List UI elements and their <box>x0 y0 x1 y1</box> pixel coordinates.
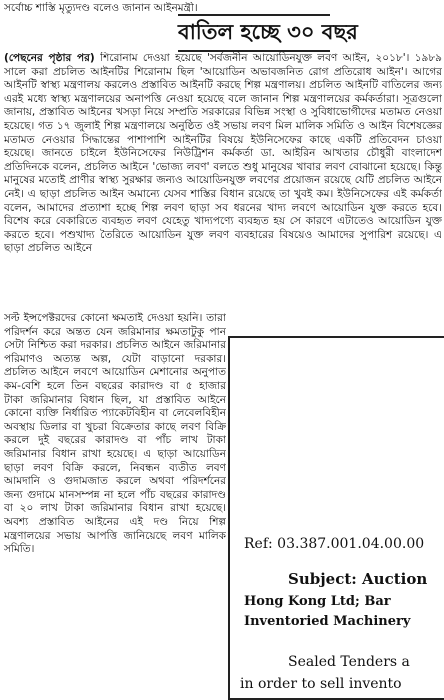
ad-reference: Ref: 03.387.001.04.00.00 <box>244 536 425 552</box>
ad-subject-line-2: Hong Kong Ltd; Bar <box>244 594 391 609</box>
ad-subject: Subject: Auction <box>288 570 428 588</box>
preceding-article-last-line: সর্বোচ্চ শাস্তি মৃত্যুদণ্ড বলেও জানান আইনমন্ত্রী। <box>4 2 198 14</box>
continuation-tag: (পেছনের পৃষ্ঠার পর) <box>4 52 95 64</box>
article-paragraph-2: সল্ট ইন্সপেক্টরদের কোনো ক্ষমতাই দেওয়া হয়নি। তারা পরিদর্শন করে অন্তত যেন জরিমানার ক্ষমতাটুকু পান সেটা নিশ্চিত করা দরকার। প্রচলিত আইনে জরিমানার পরিমাণও অত্যন্ত অল্প, যেটা বাড়ানো দরকার। প্রচলিত আইনে লবণে আয়োডিন মেশানোর অনুপাত কম-বেশি হলে তিন বছরের কারাদণ্ড বা ৫ হাজার টাকা জরিমানার বিধান ছিল, যা প্রস্তাবিত আইনে কোনো ব্যক্তি নির্ধারিত প্যাকেটবিহীন বা লেবেলবিহীন অবস্থায় ডিলার বা খুচরা বিক্রেতার কাছে লবণ বিক্রি করলে দুই বছরের কারাদণ্ড বা পাঁচ লাখ টাকা জরিমানার বিধান রাখা হয়েছে। এ ছাড়া আয়োডিন ছাড়া লবণ বিক্রি করলে, নিবন্ধন ব্যতীত লবণ আমদানি ও গুদামজাত করলে অথবা পরিদর্শনের জন্য গুদামে মানসম্পন্ন না হলে পাঁচ বছরের কারাদণ্ড বা ২০ লাখ টাকা জরিমানার বিধান রাখা হয়েছে। অবশ্য প্রস্তাবিত আইনের এই দণ্ড নিয়ে শিল্প মন্ত্রণালয়ের সভায় আপত্তি জানিয়েছে লবণ মালিক সমিতি। <box>4 312 226 556</box>
tender-advertisement <box>228 336 444 700</box>
headline: বাতিল হচ্ছে ৩০ বছর <box>178 20 358 44</box>
ad-subject-line-3: Inventoried Machinery <box>244 614 411 629</box>
ad-body-line-2: in order to sell invento <box>240 676 402 692</box>
headline-box <box>178 14 358 52</box>
ad-body-line-1: Sealed Tenders a <box>288 654 410 670</box>
article-paragraph-1 <box>4 52 442 310</box>
paragraph-1-text: শিরোনাম দেওয়া হয়েছে 'সর্বজনীন আয়োডিনযুক্ত লবণ আইন, ২০১৮'। ১৯৮৯ সালে করা প্রচলিত আইনটির শিরোনাম ছিল 'আয়োডিন অভাবজনিত রোগ প্রতিরোধ আইন'। আগের আইনটি স্বাস্থ্য মন্ত্রণালয় করলেও প্রস্তাবিত আইনটি করছে শিল্প মন্ত্রণালয়। প্রচলিত আইনটি বাতিলের জন্য এরই মধ্যে স্বাস্থ্য মন্ত্রণালয়ের অনাপত্তি নেওয়া হয়েছে বলে জানান শিল্প মন্ত্রণালয়ের কর্মকর্তারা। সূত্রগুলো জানায়, প্রস্তাবিত আইনের খসড়া নিয়ে সম্প্রতি সরকারের বিভিন্ন সংস্থা ও সুবিধাভোগীদের মতামত নেওয়া হয়েছে। গত ১৭ জুলাই শিল্প মন্ত্রণালয়ে অনুষ্ঠিত ওই সভায় লবণ মিল মালিক সমিতি ও আইন বিশেষজ্ঞের মতামত নেওয়ার সিদ্ধান্তের পাশাপাশি আইনটির বিষয়ে ইউনিসেফের কাছে একটি প্রতিবেদন চাওয়া হয়েছে। জানতে চাইলে ইউনিসেফের নিউট্রিশন কর্মকর্তা ডা. আইরিন আখতার চৌধুরী বাংলাদেশ প্রতিদিনকে বলেন, প্রচলিত আইনে 'ভোজ্য লবণ' বলতে শুধু মানুষের খাবার লবণ বোঝানো হয়েছে। কিন্তু মানুষের মতোই প্রাণীর স্বাস্থ্য সুরক্ষার জন্যও আয়োডিনযুক্ত লবণের প্রয়োজন রয়েছে যেটি প্রচলিত আইনে নেই। এ ছাড়া প্রচলিত আইন অমান্যে যেসব শাস্তির বিধান রয়েছে তা খুবই কম। ইউনিসেফের এই কর্মকর্তা বলেন, আমাদের প্রত্যাশা হচ্ছে শিল্প লবণ ছাড়া সব ধরনের খাদ্য লবণে আয়োডিন যুক্ত করতে হবে। বিশেষ করে বেকারিতে ব্যবহৃত লবণ যেহেতু খাদ্যপণ্যে ব্যবহৃত হয় সে কারণে এটাতেও আয়োডিন যুক্ত করতে হবে। পশুখাদ্য তৈরিতে আয়োডিন যুক্ত লবণ ব্যবহারের বিষয়েও আমাদের সুপারিশ রয়েছে। এ ছাড়া প্রচলিত আইনে <box>4 52 442 255</box>
